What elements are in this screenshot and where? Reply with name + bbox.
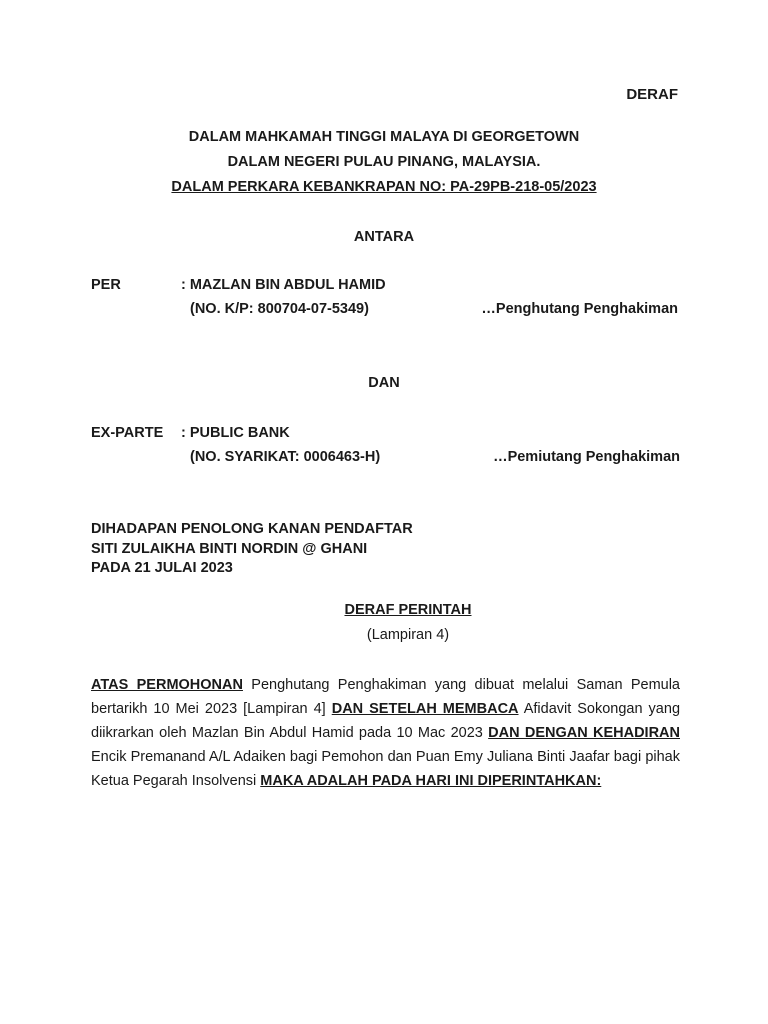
before-line2: SITI ZULAIKHA BINTI NORDIN @ GHANI [91,541,368,557]
draft-label: DERAF [626,86,678,103]
party2-name: : PUBLIC BANK [181,425,290,441]
party1-label: PER [91,277,121,293]
court-title-line2: DALAM NEGERI PULAU PINANG, MALAYSIA. [227,154,541,170]
body-phrase-atas-permohonan: ATAS PERMOHONAN [91,677,243,693]
case-number: DALAM PERKARA KEBANKRAPAN NO: PA-29PB-218-05/2023 [171,179,597,195]
body-text-1: Penghutang Penghakiman yang dibuat melalui Saman Pemula bertarikh 10 Mei 2023 [Lampiran 4] [91,677,680,717]
party2-role: …Pemiutang Penghakiman [493,449,680,465]
party1-id: (NO. K/P: 800704-07-5349) [190,301,369,317]
between-heading: ANTARA [353,229,415,245]
party1-name: : MAZLAN BIN ABDUL HAMID [181,277,386,293]
before-date: PADA 21 JULAI 2023 [91,560,233,576]
party1-role: …Penghutang Penghakiman [481,301,678,317]
body-phrase-diperintahkan: MAKA ADALAH PADA HARI INI DIPERINTAHKAN: [260,773,602,789]
court-title-line1: DALAM MAHKAMAH TINGGI MALAYA DI GEORGETOWN [188,129,580,145]
order-lampiran: (Lampiran 4) [366,627,450,643]
order-title: DERAF PERINTAH [344,602,472,618]
order-body-paragraph [91,673,680,793]
and-heading: DAN [368,375,400,391]
body-text-3: Encik Premanand A/L Adaiken bagi Pemohon dan Puan Emy Juliana Binti Jaafar bagi pihak Ketua Pegarah Insolvensi [91,749,680,789]
body-text-2: Afidavit Sokongan yang diikrarkan oleh Mazlan Bin Abdul Hamid pada 10 Mac 2023 [91,701,681,741]
before-line1: DIHADAPAN PENOLONG KANAN PENDAFTAR [91,521,413,537]
party2-label: EX-PARTE [91,425,164,441]
body-phrase-dengan-kehadiran: DAN DENGAN KEHADIRAN [488,725,680,741]
body-phrase-setelah-membaca: DAN SETELAH MEMBACA [331,701,519,717]
party2-id: (NO. SYARIKAT: 0006463-H) [190,449,381,465]
